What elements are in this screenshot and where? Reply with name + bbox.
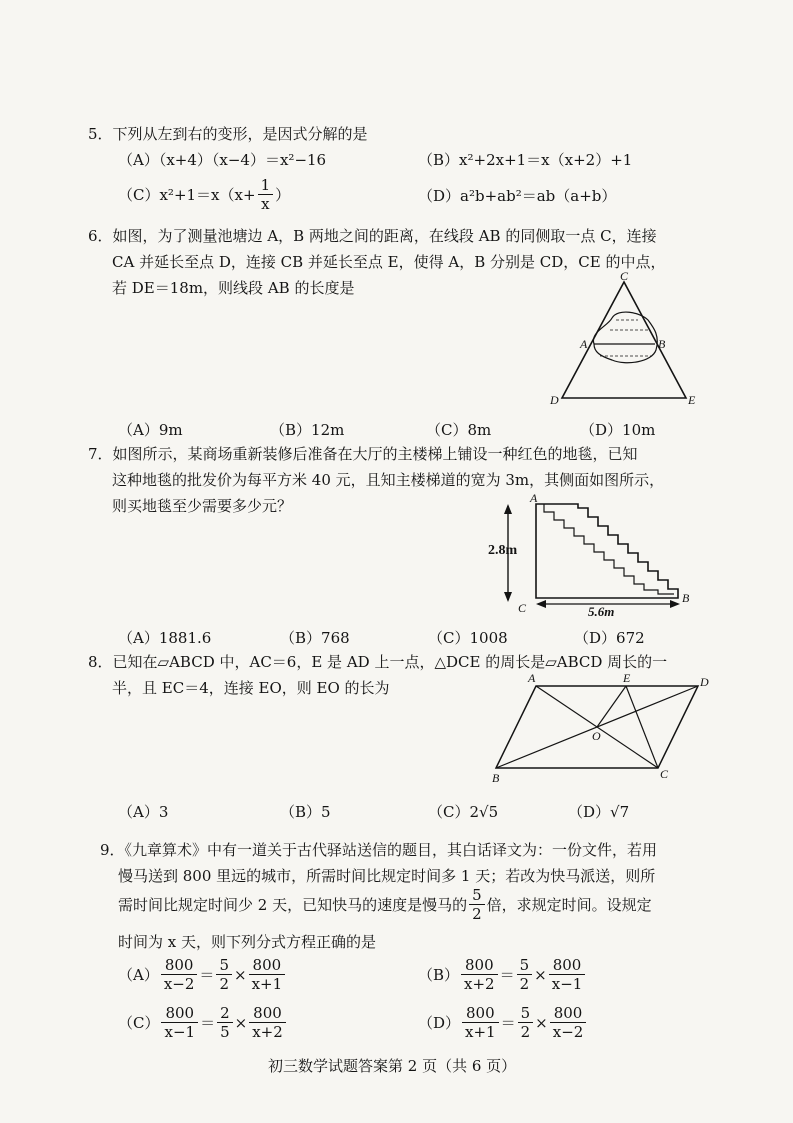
- q6-triangle-figure: [540, 270, 700, 410]
- q8-label-c: C: [660, 767, 669, 781]
- q9-option-c: （C） $\frac{800}{x-1}$ ＝ $\frac{2}{5}$ × $\frac{800}{x+2}$: [118, 1004, 288, 1041]
- q8-label-e: E: [623, 671, 631, 685]
- q6-stem-line3: 若 DE＝18m，则线段 AB 的长度是: [112, 279, 355, 297]
- q8-label-d: D: [700, 675, 709, 689]
- q7-option-b: （B）768: [280, 629, 350, 647]
- q9-option-a: （A） $\frac{800}{x-2}$ ＝ $\frac{5}{2}$ × $\frac{800}{x+1}$: [118, 956, 287, 993]
- q8-option-b: （B）5: [280, 803, 331, 821]
- q8-stem-line1: 8．已知在▱ABCD 中，AC＝6，E 是 AD 上一点，△DCE 的周长是▱ABCD 周长的一: [88, 653, 668, 671]
- q7-label-a: A: [530, 491, 538, 505]
- q9-stem-line1: 9．《九章算术》中有一道关于古代驿站送信的题目，其白话译文为：一份文件，若用: [100, 841, 658, 859]
- q8-parallelogram-figure: [488, 668, 718, 788]
- q6-stem-line1: 6．如图，为了测量池塘边 A，B 两地之间的距离，在线段 AB 的同侧取一点 C，连接: [88, 227, 657, 245]
- q8-label-b: B: [492, 771, 500, 785]
- q6-option-b: （B）12m: [270, 421, 345, 439]
- q8-label-a: A: [528, 671, 536, 685]
- q7-width-label: 5.6m: [588, 604, 615, 619]
- q6-label-a: A: [580, 337, 588, 351]
- q7-option-d: （D）672: [574, 629, 645, 647]
- q9-stem-line4: 时间为 x 天，则下列分式方程正确的是: [118, 933, 376, 951]
- page-footer: 初三数学试题答案第 2 页（共 6 页）: [268, 1057, 517, 1075]
- q7-stem-line1: 7．如图所示，某商场重新装修后准备在大厅的主楼梯上铺设一种红色的地毯，已知: [88, 445, 638, 463]
- q6-label-e: E: [688, 393, 696, 407]
- q6-option-d: （D）10m: [580, 421, 656, 439]
- q5-option-c: （C）x²+1＝x（x+ $\frac{1}{x}$ ）: [118, 176, 291, 213]
- q7-stem-line2: 这种地毯的批发价为每平方米 40 元，且知主楼梯道的宽为 3m，其侧面如图所示，: [112, 471, 665, 489]
- q8-stem-line2: 半，且 EC＝4，连接 EO，则 EO 的长为: [112, 679, 390, 697]
- q5-option-b: （B）x²+2x+1＝x（x+2）+1: [418, 151, 633, 169]
- q7-staircase-figure: [488, 490, 703, 620]
- q7-option-c: （C）1008: [428, 629, 508, 647]
- q7-height-label: 2.8m: [488, 543, 518, 558]
- q6-label-c: C: [620, 270, 629, 283]
- q7-label-c: C: [518, 601, 527, 615]
- q7-stem-line3: 则买地毯至少需要多少元？: [112, 497, 293, 515]
- q6-label-d: D: [550, 393, 559, 407]
- q9-stem-line2: 慢马送到 800 里远的城市，所需时间比规定时间多 1 天；若改为快马派送，则所: [118, 867, 656, 885]
- q7-option-a: （A）1881.6: [118, 629, 212, 647]
- q5-stem: 5．下列从左到右的变形，是因式分解的是: [88, 125, 368, 143]
- q5-option-d: （D）a²b+ab²＝ab（a+b）: [418, 187, 617, 205]
- q8-option-d: （D）√7: [568, 803, 630, 821]
- q9-option-b: （B） $\frac{800}{x+2}$ ＝ $\frac{5}{2}$ × $\frac{800}{x-1}$: [418, 956, 587, 993]
- q5-option-a: （A）（x+4）（x−4）＝x²−16: [118, 151, 327, 169]
- q6-stem-line2: CA 并延长至点 D，连接 CB 并延长至点 E，使得 A，B 分别是 CD，CE 的中点，: [112, 253, 666, 271]
- q6-label-b: B: [658, 337, 666, 351]
- q9-option-d: （D） $\frac{800}{x+1}$ ＝ $\frac{5}{2}$ × $\frac{800}{x-2}$: [418, 1004, 588, 1041]
- q8-label-o: O: [592, 729, 601, 743]
- q8-option-a: （A）3: [118, 803, 169, 821]
- q6-option-c: （C）8m: [426, 421, 492, 439]
- q7-label-b: B: [682, 591, 690, 605]
- q8-option-c: （C）2√5: [428, 803, 499, 821]
- q9-stem-line3: 需时间比规定时间少 2 天，已知快马的速度是慢马的 $\frac{5}{2}$ 倍，求规定时间。设规定: [118, 886, 652, 923]
- q6-option-a: （A）9m: [118, 421, 183, 439]
